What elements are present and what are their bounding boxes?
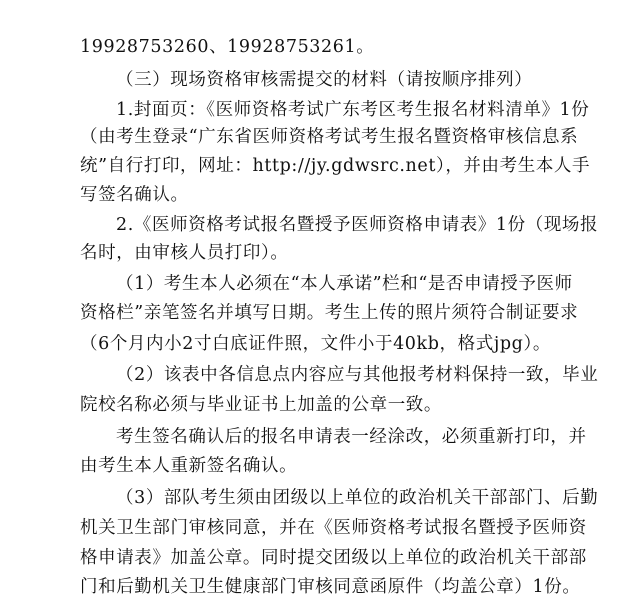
text-line: 1.封面页：《医师资格考试广东考区考生报名材料清单》1份 xyxy=(116,100,590,120)
text-line: 资格栏”亲笔签名并填写日期。考生上传的照片须符合制证要求 xyxy=(80,303,579,323)
text-line: （1）考生本人必须在“本人承诺”栏和“是否申请授予医师 xyxy=(116,274,573,294)
text-line: 机关卫生部门审核同意，并在《医师资格考试报名暨授予医师资 xyxy=(80,518,587,538)
text-line: 考生签名确认后的报名申请表一经涂改，必须重新打印，并 xyxy=(116,427,587,447)
text-line: 门和后勤机关卫生健康部门审核同意函原件（均盖公章）1份。 xyxy=(80,577,581,597)
text-line: 名时，由审核人员打印）。 xyxy=(80,243,289,263)
text-line: 由考生本人重新签名确认。 xyxy=(80,456,298,476)
text-line: （2）该表中各信息点内容应与其他报考材料保持一致，毕业 xyxy=(116,365,599,385)
text-line: 院校名称必须与毕业证书上加盖的公章一致。 xyxy=(80,395,442,415)
section-heading: （三）现场资格审核需提交的材料（请按顺序排列） xyxy=(116,70,533,90)
text-line: 格申请表》加盖公章。同时提交团级以上单位的政治机关干部部 xyxy=(80,548,587,568)
text-line: 19928753260、19928753261。 xyxy=(80,37,375,57)
text-line: （3）部队考生须由团级以上单位的政治机关干部部门、后勤 xyxy=(116,488,599,508)
text-line: 写签名确认。 xyxy=(80,185,189,205)
text-line: （由考生登录“广东省医师资格考试考生报名暨资格审核信息系 xyxy=(80,127,579,147)
text-line: 2.《医师资格考试报名暨授予医师资格申请表》1份（现场报 xyxy=(116,215,599,235)
text-line: 统”自行打印，网址：http://jy.gdwsrc.net），并由考生本人手 xyxy=(80,156,591,176)
text-line: （6个月内小2寸白底证件照，文件小于40kb，格式jpg）。 xyxy=(80,334,551,354)
